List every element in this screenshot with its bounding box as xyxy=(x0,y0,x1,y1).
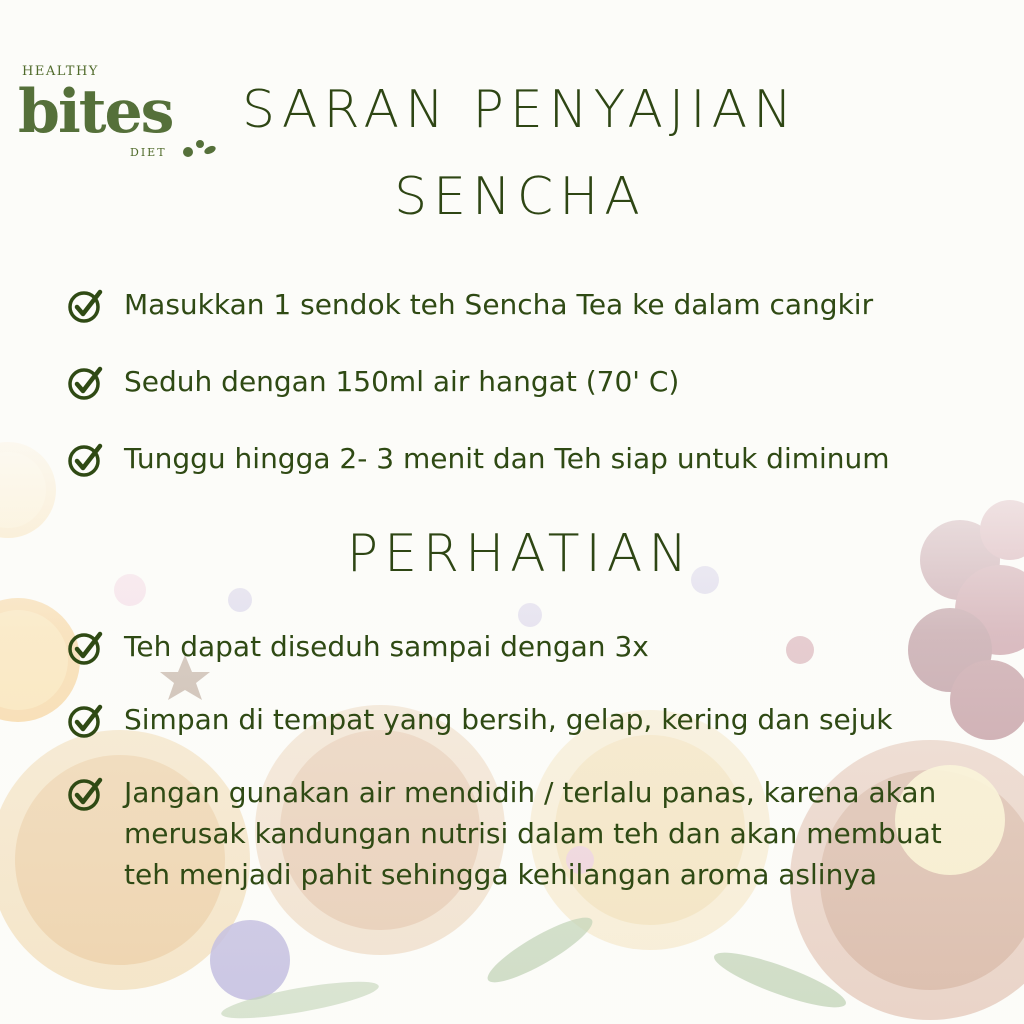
step-text: Tunggu hingga 2- 3 menit dan Teh siap untuk diminum xyxy=(124,442,890,475)
section-title-attention: PERHATIAN xyxy=(346,524,694,584)
list-item xyxy=(64,699,994,740)
check-circle-icon xyxy=(66,628,106,668)
step-text: Seduh dengan 150ml air hangat (70' C) xyxy=(124,365,680,398)
page-title-line1: SARAN PENYAJIAN xyxy=(241,80,799,140)
attention-text: Simpan di tempat yang bersih, gelap, kering dan sejuk xyxy=(124,703,893,736)
check-circle-icon xyxy=(66,363,106,403)
list-item xyxy=(64,626,994,667)
check-circle-icon xyxy=(66,440,106,480)
page-title-line2: SENCHA xyxy=(394,167,646,227)
logo-bottom-text: DIET xyxy=(130,146,167,159)
attention-text: Jangan gunakan air mendidih / terlalu panas, karena akan merusak kandungan nutrisi dalam teh dan akan membuat teh menjadi pahit sehingga kehilangan aroma aslinya xyxy=(124,776,942,891)
check-circle-icon xyxy=(66,701,106,741)
list-item xyxy=(64,438,994,479)
step-text: Masukkan 1 sendok teh Sencha Tea ke dalam cangkir xyxy=(124,288,874,321)
serving-steps-list xyxy=(64,284,994,515)
attention-list xyxy=(64,626,994,927)
check-circle-icon xyxy=(66,774,106,814)
logo-main-text: bites xyxy=(18,77,173,147)
list-item xyxy=(64,772,994,895)
list-item xyxy=(64,361,994,402)
attention-text: Teh dapat diseduh sampai dengan 3x xyxy=(124,630,649,663)
check-circle-icon xyxy=(66,286,106,326)
logo-top-text: HEALTHY xyxy=(22,64,99,79)
list-item xyxy=(64,284,994,325)
